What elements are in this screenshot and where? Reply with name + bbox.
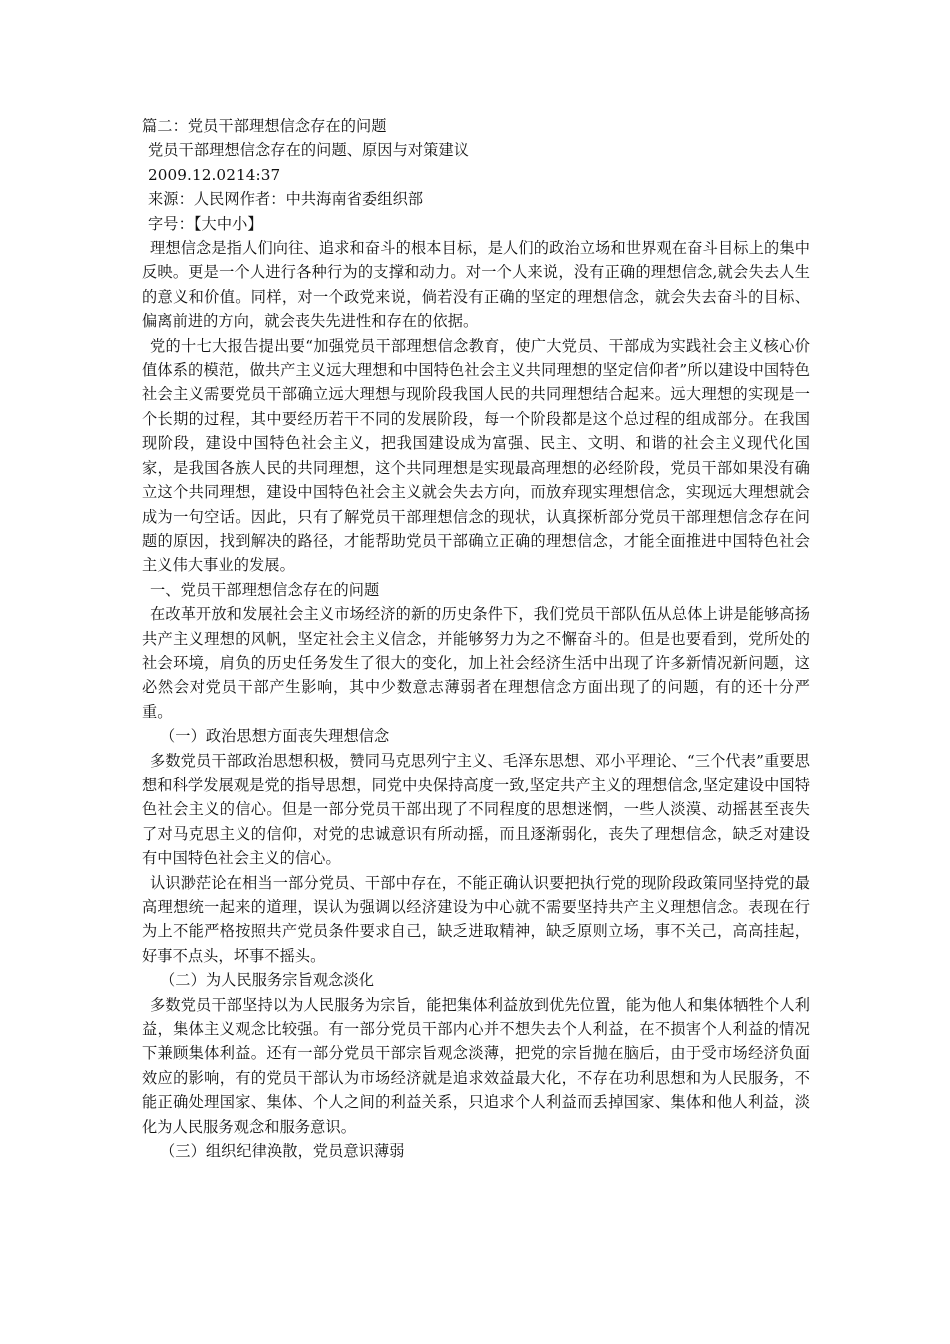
heading-serve-people: （二）为人民服务宗旨观念淡化: [160, 971, 375, 990]
heading-discipline: （三）组织纪律涣散，党员意识薄弱: [160, 1142, 405, 1161]
paragraph-serve-people: 多数党员干部坚持以为人民服务为宗旨，能把集体利益放到优先位置，能为他人和集体牺牲个人利益，集体主义观念比较强。有一部分党员干部内心并不想失去个人利益，在不损害个人利益的情况下兼顾集体利益。还有一部分党员干部宗旨观念淡薄，把党的宗旨抛在脑后，由于受市场经济负面效应的影响，有的党员干部认为市场经济就是追求效益最大化，不存在功利思想和为人民服务，不能正确处理国家、集体、个人之间的利益关系，只追求个人利益而丢掉国家、集体和他人利益，淡化为人民服务观念和服务意识。: [142, 995, 810, 1136]
font-size-selector[interactable]: 字号：【大中小】: [148, 214, 263, 233]
paragraph-political-thought: 多数党员干部政治思想积极，赞同马克思列宁主义、毛泽东思想、邓小平理论、“三个代表”重要思想和科学发展观是党的指导思想，同党中央保持高度一致,坚定共产主义的理想信念,坚定建设中国特色社会主义的信心。但是一部分党员干部出现了不同程度的思想迷惘，一些人淡漠、动摇甚至丧失了对马克思主义的信仰，对党的忠诚意识有所动摇，而且逐渐弱化，丧失了理想信念，缺乏对建设有中国特色社会主义的信心。: [142, 751, 810, 868]
paragraph-congress-report: 党的十七大报告提出要“加强党员干部理想信念教育，使广大党员、干部成为实践社会主义核心价值体系的模范，做共产主义远大理想和中国特色社会主义共同理想的坚定信仰者”所以建设中国特色社会主义需要党员干部确立远大理想与现阶段我国人民的共同理想结合起来。远大理想的实现是一个长期的过程，其中要经历若干不同的发展阶段，每一个阶段都是这个总过程的组成部分。在我国现阶段，建设中国特色社会主义，把我国建设成为富强、民主、文明、和谐的社会主义现代化国家，是我国各族人民的共同理想，这个共同理想是实现最高理想的必经阶段，党员干部如果没有确立这个共同理想，建设中国特色社会主义就会失去方向，而放弃现实理想信念，实现远大理想就会成为一句空话。因此，只有了解党员干部理想信念的现状，认真探析部分党员干部理想信念存在问题的原因，找到解决的路径，才能帮助党员干部确立正确的理想信念，才能全面推进中国特色社会主义伟大事业的发展。: [142, 336, 810, 575]
heading-political-thought: （一）政治思想方面丧失理想信念: [160, 727, 390, 746]
paragraph-vague-theory: 认识渺茫论在相当一部分党员、干部中存在，不能正确认识要把执行党的现阶段政策同坚持党的最高理想统一起来的道理，误认为强调以经济建设为中心就不需要坚持共产主义理想信念。表现在行为上不能严格按照共产党员条件要求自己，缺乏进取精神，缺乏原则立场，事不关己，高高挂起，好事不点头，坏事不摇头。: [142, 873, 810, 965]
section-title: 篇二：党员干部理想信念存在的问题: [142, 117, 387, 135]
paragraph-problems-overview: 在改革开放和发展社会主义市场经济的新的历史条件下，我们党员干部队伍从总体上讲是能够高扬共产主义理想的风帆，坚定社会主义信念，并能够努力为之不懈奋斗的。但是也要看到，党所处的社会环境，肩负的历史任务发生了很大的变化，加上社会经济生活中出现了许多新情况新问题，这必然会对党员干部产生影响，其中少数意志薄弱者在理想信念方面出现了的问题，有的还十分严重。: [142, 605, 810, 721]
article-title: 党员干部理想信念存在的问题、原因与对策建议: [148, 141, 470, 160]
heading-problems: 一、党员干部理想信念存在的问题: [150, 580, 380, 599]
document-page: [142, 114, 810, 1163]
article-datetime: 2009.12.0214:37: [148, 165, 281, 184]
article-source: 来源：人民网作者：中共海南省委组织部: [148, 190, 424, 209]
paragraph-intro: 理想信念是指人们向往、追求和奋斗的根本目标，是人们的政治立场和世界观在奋斗目标上的集中反映。更是一个人进行各种行为的支撑和动力。对一个人来说，没有正确的理想信念,就会失去人生的意义和价值。同样，对一个政党来说，倘若没有正确的坚定的理想信念，就会失去奋斗的目标、偏离前进的方向，就会丧失先进性和存在的依据。: [142, 239, 810, 331]
